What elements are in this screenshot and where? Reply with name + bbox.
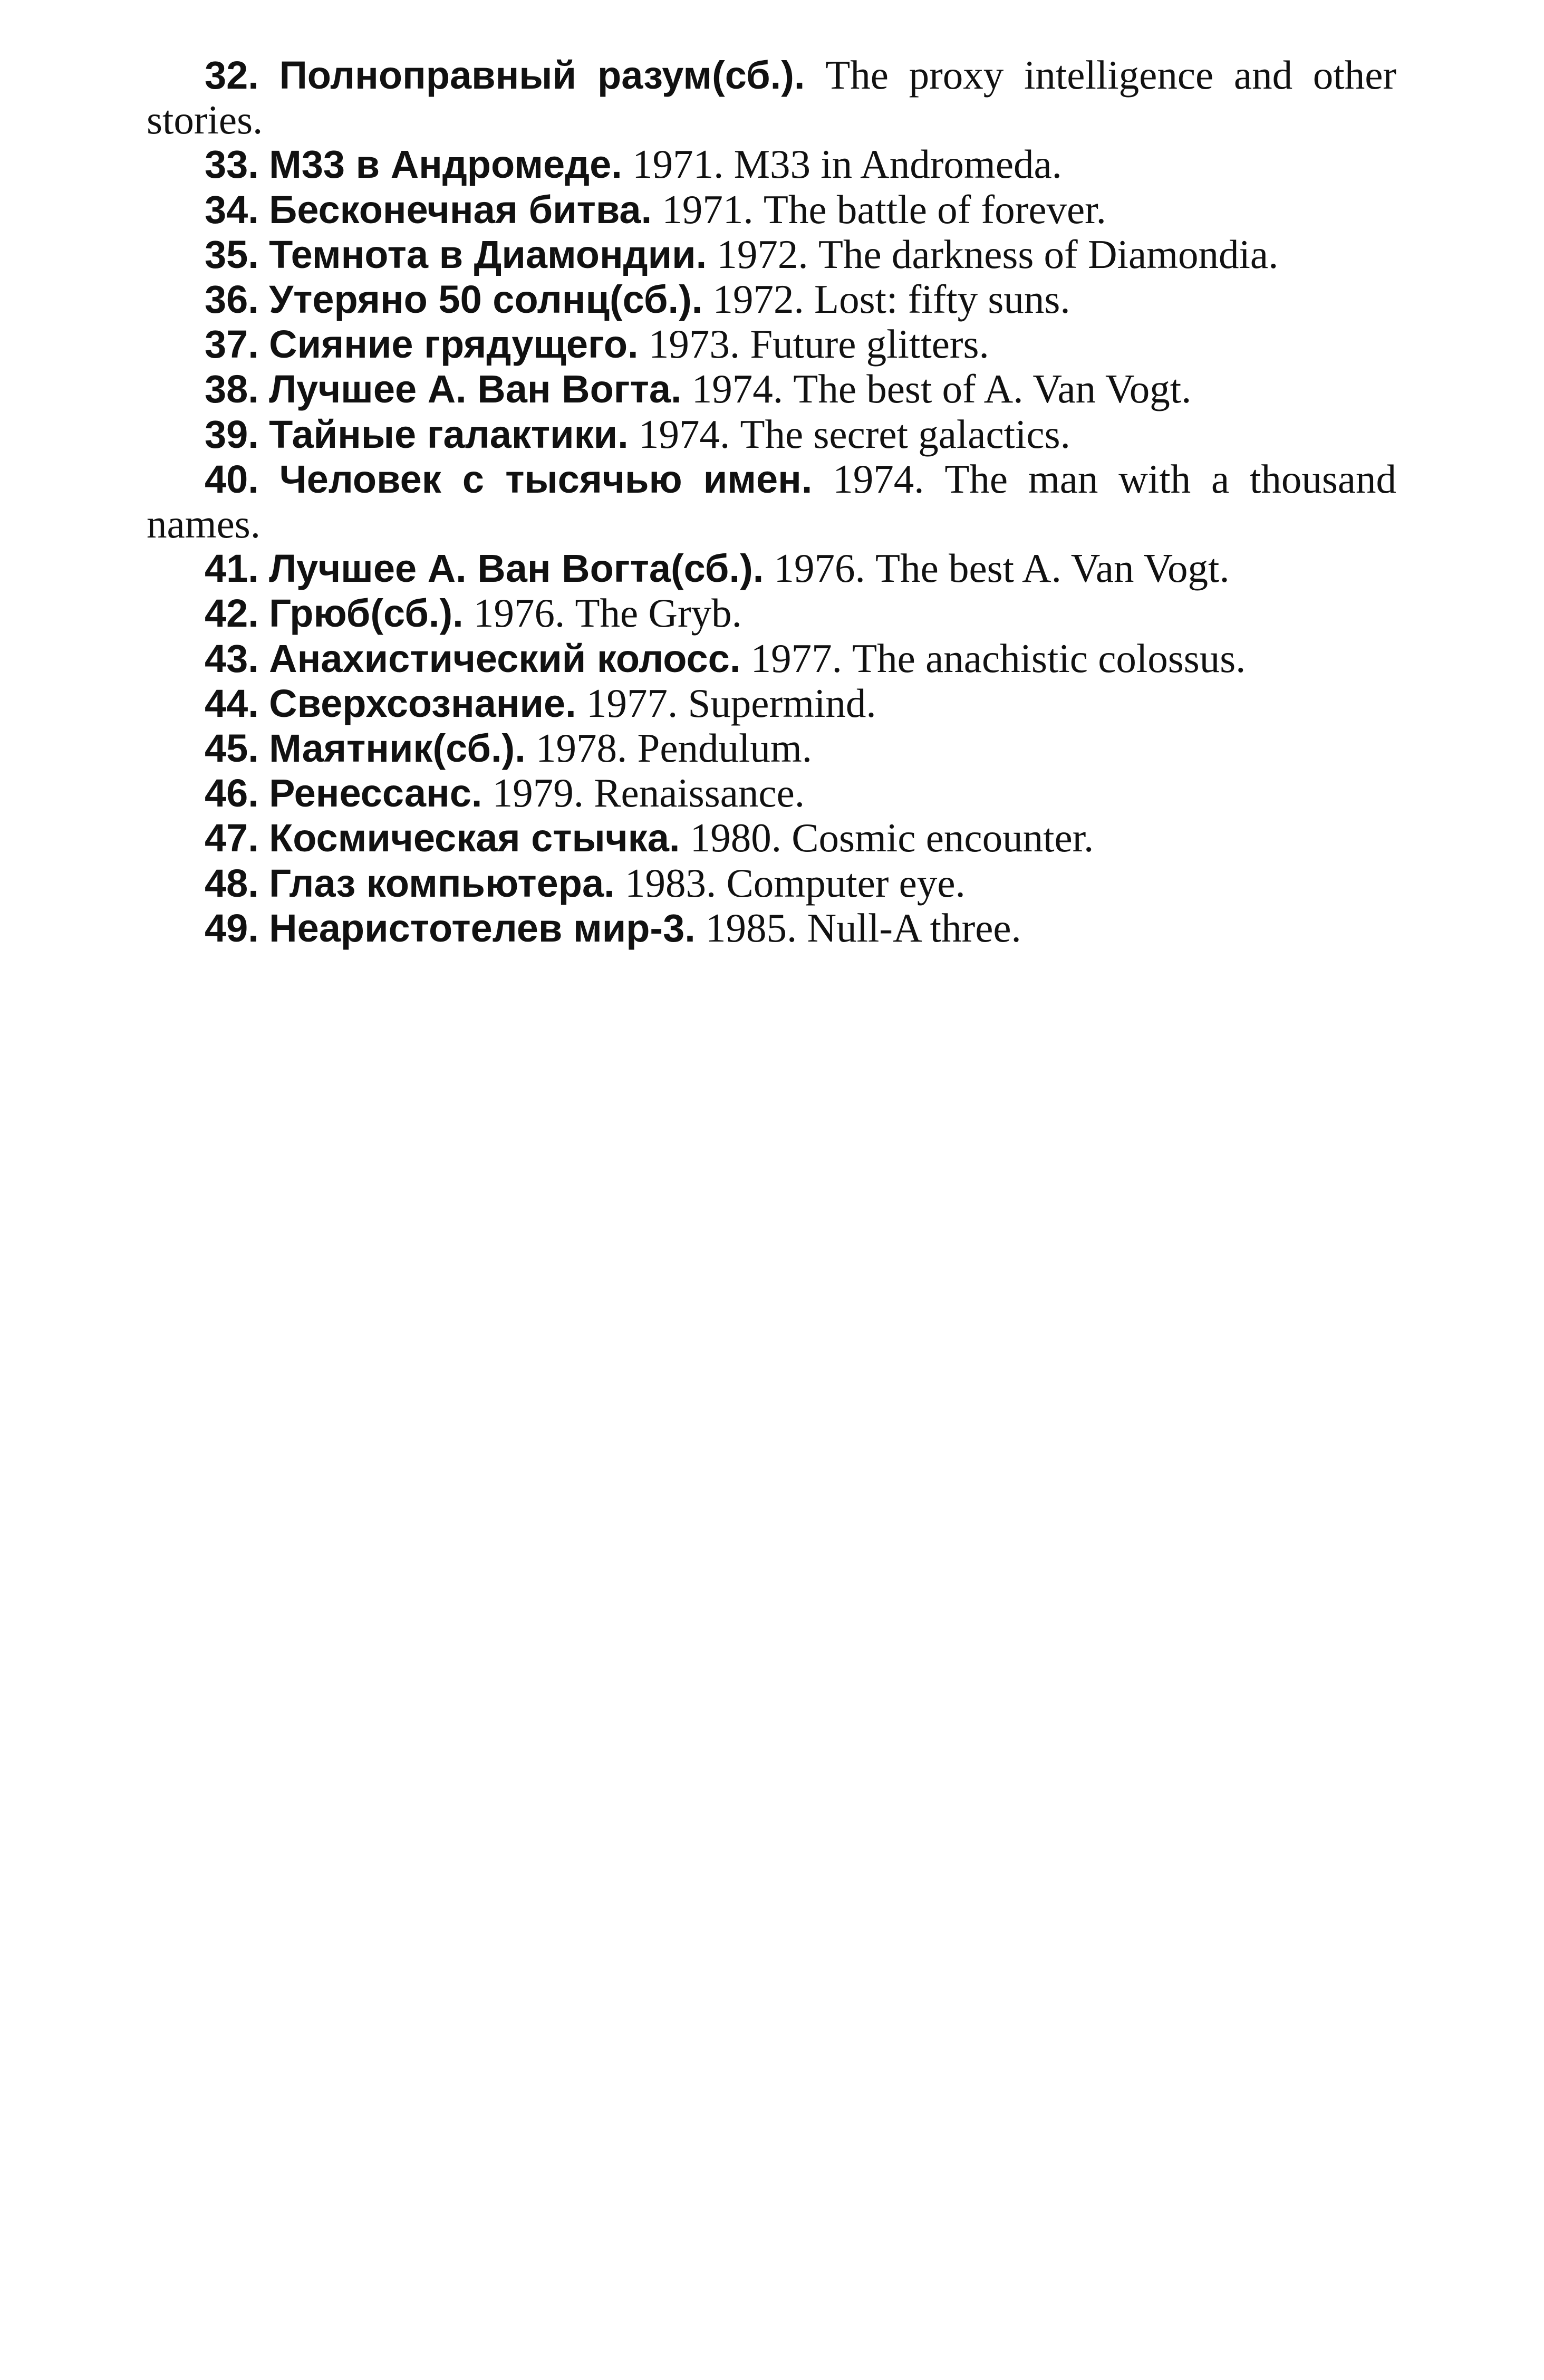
russian-title: Маятник(сб.). [269, 726, 526, 771]
original-title: 1972. Lost: fifty suns. [712, 276, 1070, 322]
original-title: 1972. The darkness of Diamondia. [717, 231, 1279, 277]
bibliography-entry [147, 771, 1396, 815]
entry-number: 38. [205, 367, 259, 411]
entry-number: 40. [205, 457, 259, 501]
entry-number: 39. [205, 412, 259, 456]
russian-title: Сверхсознание. [269, 681, 576, 725]
original-title: 1980. Cosmic encounter. [690, 815, 1094, 861]
original-title: 1971. The battle of forever. [662, 186, 1106, 232]
entry-number: 43. [205, 636, 259, 680]
entry-number: 35. [205, 232, 259, 276]
entry-number: 47. [205, 816, 259, 860]
original-title: 1976. The Gryb. [473, 590, 742, 636]
entry-number: 49. [205, 906, 259, 950]
bibliography-entry [147, 142, 1396, 187]
bibliography-entry [147, 367, 1396, 411]
entry-number: 46. [205, 771, 259, 815]
original-title: 1983. Computer eye. [624, 860, 966, 906]
entry-number: 36. [205, 277, 259, 322]
entry-number: 41. [205, 546, 259, 591]
russian-title: Грюб(сб.). [269, 591, 464, 636]
bibliography-entry [147, 277, 1396, 322]
bibliography-entry [147, 591, 1396, 636]
bibliography-entry [147, 457, 1396, 546]
original-title: The proxy intelligence and other stories. [147, 52, 1397, 143]
bibliography-entry [147, 546, 1396, 591]
russian-title: Тайные галактики. [269, 412, 629, 456]
bibliography-entry [147, 815, 1396, 860]
russian-title: Глаз компьютера. [269, 861, 615, 905]
bibliography-entry [147, 636, 1396, 681]
original-title: 1974. The man with a thousand names. [147, 456, 1397, 547]
russian-title: Полноправный разум(сб.). [279, 53, 805, 97]
original-title: 1974. The best of A. Van Vogt. [691, 366, 1192, 412]
entry-number: 44. [205, 681, 259, 725]
bibliography-entry [147, 681, 1396, 726]
entry-number: 37. [205, 322, 259, 367]
original-title: 1977. The anachistic colossus. [750, 635, 1246, 681]
russian-title: Темнота в Диамондии. [269, 232, 707, 276]
bibliography-entry [147, 861, 1396, 906]
original-title: 1974. The secret galactics. [638, 411, 1070, 457]
original-title: 1978. Pendulum. [536, 725, 813, 771]
original-title: 1971. M33 in Andromeda. [632, 141, 1062, 187]
russian-title: Космическая стычка. [269, 816, 680, 860]
entry-number: 33. [205, 142, 259, 187]
bibliography-entry [147, 322, 1396, 367]
bibliography-entry [147, 412, 1396, 457]
russian-title: Человек с тысячью имен. [279, 457, 813, 501]
russian-title: М33 в Андромеде. [269, 142, 622, 187]
entry-number: 34. [205, 187, 259, 232]
bibliography-entry [147, 906, 1396, 951]
russian-title: Сияние грядущего. [269, 322, 639, 367]
original-title: 1976. The best A. Van Vogt. [774, 545, 1230, 591]
russian-title: Лучшее А. Ван Вогта. [269, 367, 682, 411]
original-title: 1979. Renaissance. [492, 770, 805, 816]
entry-number: 42. [205, 591, 259, 636]
bibliography-entry [147, 726, 1396, 771]
original-title: 1973. Future glitters. [648, 321, 989, 367]
russian-title: Бесконечная битва. [269, 187, 652, 232]
russian-title: Утеряно 50 солнц(сб.). [269, 277, 703, 322]
russian-title: Лучшее А. Ван Вогта(сб.). [269, 546, 764, 591]
entry-number: 48. [205, 861, 259, 905]
bibliography-page [147, 53, 1396, 951]
original-title: 1985. Null-A three. [706, 905, 1021, 951]
original-title: 1977. Supermind. [586, 680, 876, 726]
entry-number: 45. [205, 726, 259, 771]
russian-title: Неаристотелев мир-3. [269, 906, 696, 950]
russian-title: Анахистический колосс. [269, 636, 741, 680]
entry-number: 32. [205, 53, 259, 97]
bibliography-entry [147, 232, 1396, 277]
bibliography-entry [147, 53, 1396, 142]
bibliography-entry [147, 187, 1396, 232]
russian-title: Ренессанс. [269, 771, 482, 815]
